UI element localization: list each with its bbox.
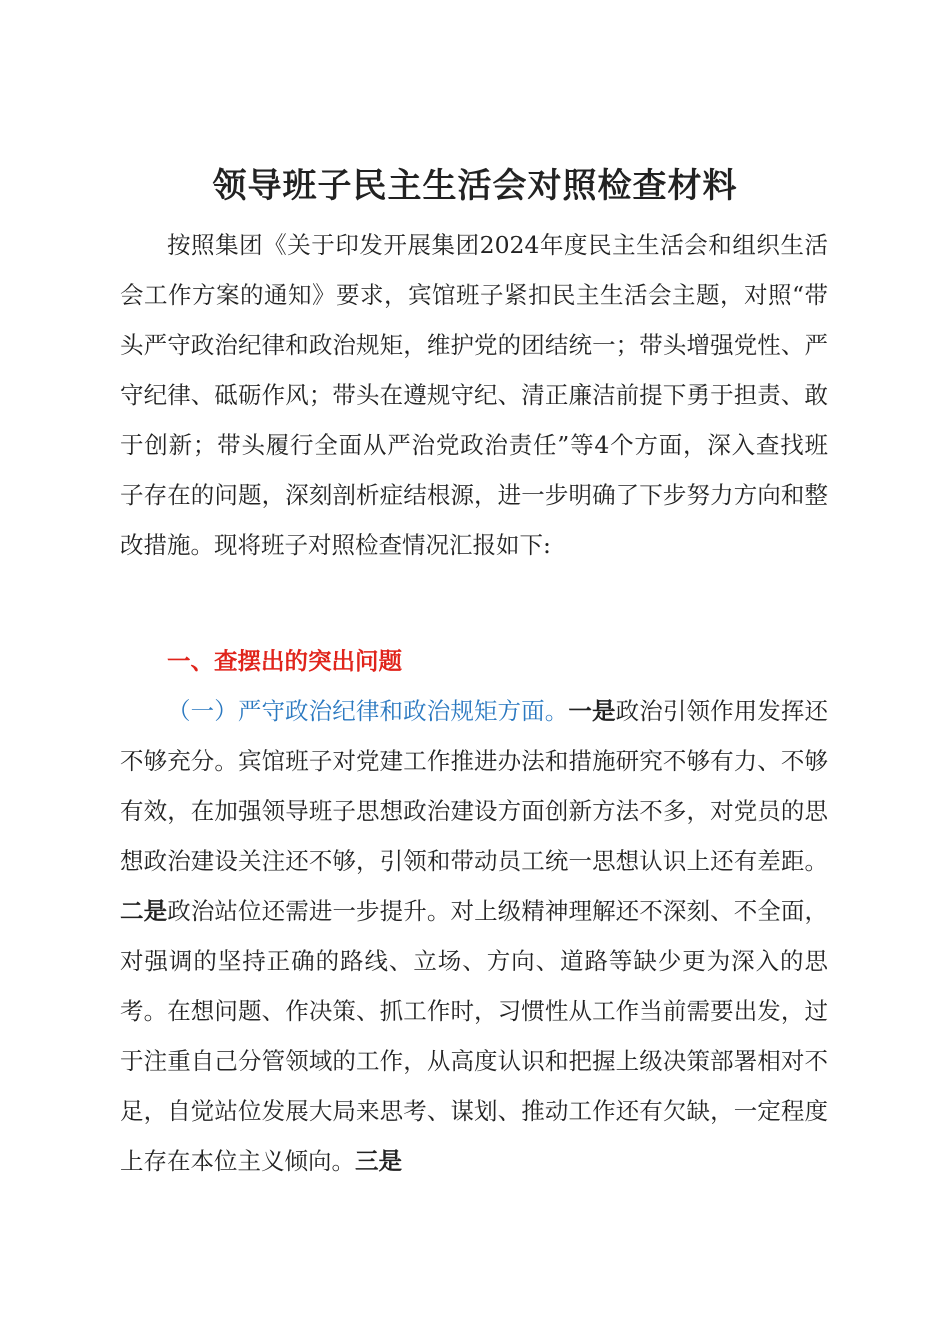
section-heading: 一、查摆出的突出问题: [167, 647, 402, 675]
point-label: 一是: [568, 697, 616, 725]
point-text: 政治站位还需进一步提升。对上级精神理解还不深刻、不全面，对强调的坚持正确的路线、立场、方向、道路等缺少更为深入的思考。在想问题、作决策、抓工作时，习惯性从工作当前需要出发，过于注重自己分管领域的工作，从高度认识和把握上级决策部署相对不足，自觉站位发展大局来思考、谋划、推动工作还有欠缺，一定程度上存在本位主义倾向。: [120, 897, 829, 1175]
point-text: 政治引领作用发挥还不够充分。宾馆班子对党建工作推进办法和措施研究不够有力、不够有效，在加强领导班子思想政治建设方面创新方法不多，对党员的思想政治建设关注还不够，引领和带动员工统一思想认识上还有差距。: [120, 697, 829, 875]
subsection-heading: （一）严守政治纪律和政治规矩方面。: [167, 697, 569, 725]
point-label: 三是: [355, 1147, 402, 1175]
point-label: 二是: [120, 897, 168, 925]
intro-paragraph: 按照集团《关于印发开展集团2024年度民主生活会和组织生活会工作方案的通知》要求，宾馆班子紧扣民主生活会主题，对照“带头严守政治纪律和政治规矩，维护党的团结统一；带头增强党性、严守纪律、砥砺作风；带头在遵规守纪、清正廉洁前提下勇于担责、敢于创新；带头履行全面从严治党政治责任”等4个方面，深入查找班子存在的问题，深刻剖析症结根源，进一步明确了下步努力方向和整改措施。现将班子对照检查情况汇报如下:: [120, 231, 828, 559]
document-title: 领导班子民主生活会对照检查材料: [212, 166, 738, 206]
subsection-paragraph: [120, 686, 828, 1186]
